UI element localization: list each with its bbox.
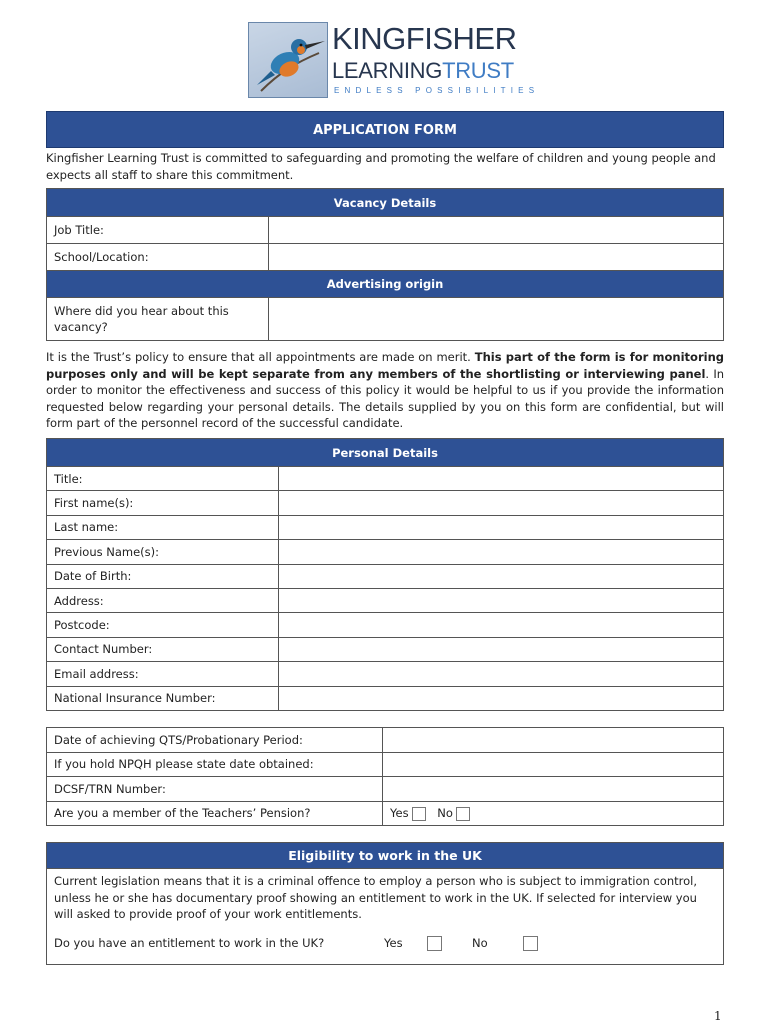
intro-text: Kingfisher Learning Trust is committed to safeguarding and promoting the welfare of children and young people and expects all staff to share this commitment. [46,151,716,182]
personal-field-label: Date of Birth: [47,564,279,588]
personal-field-label: First name(s): [47,491,279,515]
page-number: 1 [714,1009,722,1023]
eligibility-yes-label: Yes [384,936,403,950]
personal-field-label: Postcode: [47,613,279,637]
pension-options [383,801,724,826]
personal-field-label: Previous Name(s): [47,540,279,564]
personal-heading: Personal Details [47,439,724,467]
hear-about-label: Where did you hear about this vacancy? [47,298,269,341]
teaching-table [46,727,724,826]
personal-field-label: National Insurance Number: [47,686,279,710]
pension-no-checkbox[interactable] [456,807,470,821]
policy-text: It is the Trust’s policy to ensure that all appointments are made on merit. This part of the form is for monitoring purposes only and will be kept separate from any members of the shortlisting or interviewing panel. In order to monitor the effectiveness and success of this policy it would be helpful to us if you provide the information requested below regarding your personal details. The details supplied by you on this form are confidential, but will form part of the personnel record of the successful candidate. [46,350,724,431]
logo-subname: LEARNINGTRUST [332,58,514,83]
first-name-field[interactable] [279,491,724,515]
job-title-label: Job Title: [47,217,269,244]
eligibility-no-label: No [472,936,488,950]
postcode-field[interactable] [279,613,724,637]
eligibility-question: Do you have an entitlement to work in the UK? [54,936,325,950]
job-title-field[interactable] [269,217,724,244]
vacancy-heading: Vacancy Details [47,189,724,217]
logo [248,22,538,98]
pension-yes-checkbox[interactable] [412,807,426,821]
vacancy-table [46,188,724,341]
previous-name-field[interactable] [279,540,724,564]
logo-name: KINGFISHER [332,21,517,56]
address-field[interactable] [279,588,724,612]
personal-field-label: Email address: [47,662,279,686]
pension-label: Are you a member of the Teachers’ Pension? [47,801,383,826]
last-name-field[interactable] [279,515,724,539]
npqh-field[interactable] [383,752,724,777]
logo-tagline: ENDLESS POSSIBILITIES [334,86,540,95]
eligibility-heading: Eligibility to work in the UK [47,843,723,869]
kingfisher-bird-icon [248,22,328,98]
email-field[interactable] [279,662,724,686]
npqh-label: If you hold NPQH please state date obtained: [47,752,383,777]
contact-number-field[interactable] [279,637,724,661]
ni-number-field[interactable] [279,686,724,710]
school-field[interactable] [269,244,724,271]
personal-field-label: Contact Number: [47,637,279,661]
eligibility-yes-checkbox[interactable] [427,936,442,951]
qts-label: Date of achieving QTS/Probationary Period: [47,728,383,753]
eligibility-section [46,842,724,965]
personal-details-table [46,438,724,711]
school-label: School/Location: [47,244,269,271]
personal-field-label: Last name: [47,515,279,539]
form-title: APPLICATION FORM [46,111,724,148]
qts-field[interactable] [383,728,724,753]
eligibility-text: Current legislation means that it is a criminal offence to employ a person who is subject to immigration control, unless he or she has documentary proof showing an entitlement to work in the UK. If selected for interview you will asked to provide proof of your work entitlements. [54,874,697,921]
advertising-heading: Advertising origin [47,271,724,298]
title-field[interactable] [279,467,724,491]
pension-yes-label: Yes [390,806,409,820]
dob-field[interactable] [279,564,724,588]
personal-field-label: Address: [47,588,279,612]
personal-field-label: Title: [47,467,279,491]
pension-no-label: No [437,806,453,820]
eligibility-no-checkbox[interactable] [523,936,538,951]
hear-about-field[interactable] [269,298,724,341]
dcsf-label: DCSF/TRN Number: [47,777,383,802]
dcsf-field[interactable] [383,777,724,802]
